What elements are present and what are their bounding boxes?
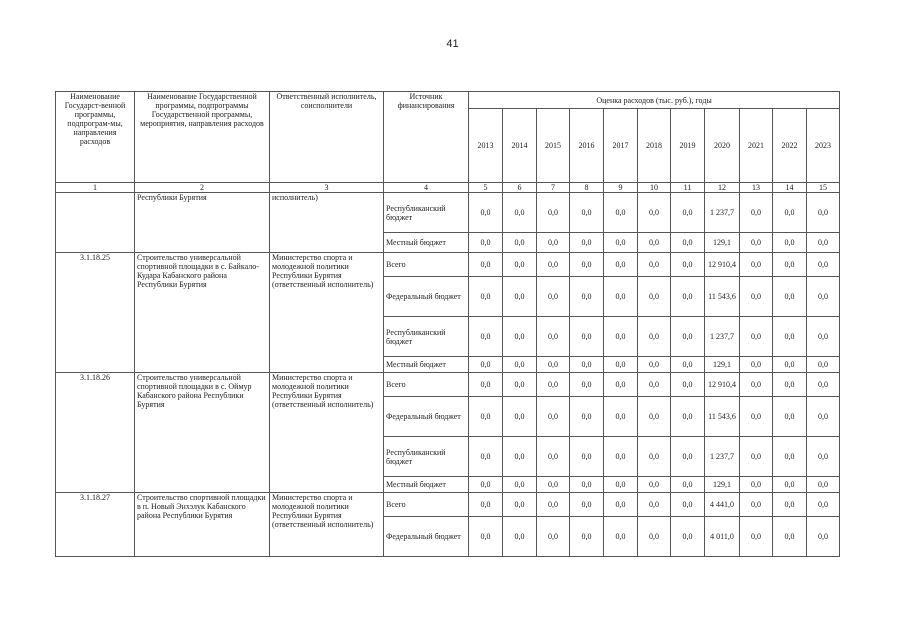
expense-value: 11 543,6 [705,277,740,317]
expense-value: 0,0 [469,477,503,493]
header-year: 2015 [537,109,570,183]
expense-value: 0,0 [638,317,671,357]
expense-value: 0,0 [740,317,773,357]
expense-value: 0,0 [537,253,570,277]
funding-source: Республиканский бюджет [384,193,469,233]
expense-value: 0,0 [671,357,705,373]
expense-value: 0,0 [773,277,807,317]
expense-value: 0,0 [503,277,537,317]
expense-value: 0,0 [773,317,807,357]
measure-name: Строительство спортивной площадки в п. Новый Энхэлук Кабанского района Республики Бурятия [135,493,270,557]
expense-value: 0,0 [773,253,807,277]
expense-value: 0,0 [773,373,807,397]
expense-value: 0,0 [807,193,840,233]
header-year: 2020 [705,109,740,183]
expense-value: 0,0 [638,517,671,557]
header-year: 2017 [604,109,638,183]
responsible-executor: Министерство спорта и молодежной политики Республики Бурятия (ответственный исполнитель) [270,373,384,493]
expense-value: 0,0 [638,193,671,233]
expense-value: 0,0 [570,193,604,233]
header-col-executor: Ответственный исполнитель, соисполнители [270,92,384,183]
expense-value: 0,0 [740,397,773,437]
column-number: 10 [638,183,671,193]
expense-value: 0,0 [537,493,570,517]
measure-name: Строительство универсальной спортивной площадки в с. Оймур Кабанского района Республики Бурятия [135,373,270,493]
expense-value: 0,0 [537,277,570,317]
expense-value: 0,0 [671,253,705,277]
expense-value: 0,0 [604,277,638,317]
measure-code: 3.1.18.27 [56,493,135,557]
expense-value: 0,0 [638,357,671,373]
expense-value: 0,0 [671,193,705,233]
expense-value: 0,0 [570,477,604,493]
expense-value: 0,0 [469,397,503,437]
expense-value: 0,0 [503,373,537,397]
expense-value: 0,0 [638,493,671,517]
expense-value: 0,0 [503,233,537,253]
expense-value: 0,0 [570,357,604,373]
table-row [56,493,840,517]
expense-value: 0,0 [740,493,773,517]
header-year: 2014 [503,109,537,183]
expense-value: 0,0 [773,397,807,437]
column-number: 3 [270,183,384,193]
funding-source: Местный бюджет [384,477,469,493]
funding-source: Федеральный бюджет [384,517,469,557]
expense-value: 0,0 [671,437,705,477]
expense-value: 4 441,0 [705,493,740,517]
funding-source: Всего [384,373,469,397]
expense-value: 0,0 [503,317,537,357]
expense-value: 0,0 [537,193,570,233]
expense-value: 0,0 [503,193,537,233]
expense-value: 12 910,4 [705,373,740,397]
expense-value: 0,0 [773,437,807,477]
header-year: 2021 [740,109,773,183]
expense-value: 0,0 [503,253,537,277]
expense-value: 0,0 [807,317,840,357]
column-number: 12 [705,183,740,193]
expense-value: 0,0 [469,277,503,317]
expense-value: 0,0 [604,517,638,557]
header-year: 2022 [773,109,807,183]
expense-value: 0,0 [740,373,773,397]
table-row [56,193,840,233]
expense-value: 0,0 [537,233,570,253]
expense-value: 0,0 [503,357,537,373]
expense-value: 0,0 [469,437,503,477]
expense-value: 0,0 [807,373,840,397]
expense-value: 0,0 [604,317,638,357]
expense-value: 0,0 [740,437,773,477]
table-row [56,373,840,397]
expense-value: 0,0 [604,397,638,437]
expense-value: 0,0 [570,397,604,437]
header-year: 2019 [671,109,705,183]
expense-value: 0,0 [570,317,604,357]
measure-code [56,193,135,253]
responsible-executor: исполнитель) [270,193,384,253]
expense-value: 0,0 [671,397,705,437]
expense-value: 0,0 [807,357,840,373]
funding-source: Местный бюджет [384,233,469,253]
expense-value: 0,0 [604,357,638,373]
expense-value: 0,0 [469,253,503,277]
expense-value: 0,0 [807,517,840,557]
expense-value: 0,0 [570,277,604,317]
expense-value: 0,0 [807,397,840,437]
expense-value: 0,0 [740,477,773,493]
expense-value: 0,0 [740,517,773,557]
measure-code: 3.1.18.26 [56,373,135,493]
expense-value: 0,0 [773,233,807,253]
funding-source: Всего [384,253,469,277]
expense-value: 12 910,4 [705,253,740,277]
header-expense-title: Оценка расходов (тыс. руб.), годы [469,92,840,109]
expense-value: 0,0 [807,437,840,477]
expense-value: 0,0 [469,373,503,397]
measure-name: Строительство универсальной спортивной площадки в с. Байкало-Кудара Кабанского района Республики Бурятия [135,253,270,373]
expense-value: 0,0 [638,437,671,477]
expense-value: 0,0 [570,373,604,397]
column-number: 1 [56,183,135,193]
expense-value: 0,0 [537,477,570,493]
expense-value: 0,0 [773,477,807,493]
expense-value: 4 011,0 [705,517,740,557]
page-number: 41 [446,38,459,50]
expense-value: 0,0 [773,193,807,233]
funding-source: Республиканский бюджет [384,317,469,357]
expense-value: 129,1 [705,477,740,493]
expense-value: 0,0 [671,277,705,317]
column-number: 5 [469,183,503,193]
expense-value: 0,0 [740,233,773,253]
expense-value: 0,0 [807,233,840,253]
funding-source: Республиканский бюджет [384,437,469,477]
funding-source: Федеральный бюджет [384,277,469,317]
expense-value: 0,0 [503,477,537,493]
expense-value: 0,0 [469,357,503,373]
header-year: 2023 [807,109,840,183]
header-col-source: Источник финансирования [384,92,469,183]
expense-value: 0,0 [671,517,705,557]
column-number: 14 [773,183,807,193]
expense-value: 0,0 [807,253,840,277]
header-col-name: Наименование Государст-венной программы, подпрограм-мы, направления расходов [56,92,135,183]
expense-value: 0,0 [537,517,570,557]
expense-value: 0,0 [638,477,671,493]
column-number: 4 [384,183,469,193]
expense-value: 0,0 [740,193,773,233]
column-number: 9 [604,183,638,193]
expense-value: 0,0 [537,397,570,437]
expense-value: 0,0 [469,317,503,357]
header-year: 2016 [570,109,604,183]
expense-value: 0,0 [604,253,638,277]
measure-name: Республики Бурятия [135,193,270,253]
funding-source: Всего [384,493,469,517]
responsible-executor: Министерство спорта и молодежной политики Республики Бурятия (ответственный исполнитель) [270,493,384,557]
measure-code: 3.1.18.25 [56,253,135,373]
expense-value: 0,0 [671,373,705,397]
expense-value: 0,0 [807,493,840,517]
expense-value: 0,0 [638,397,671,437]
column-number: 8 [570,183,604,193]
expense-value: 0,0 [503,517,537,557]
header-col-program: Наименование Государственной программы, подпрограммы Государственной программы, мероприятия, направления расходов [135,92,270,183]
expense-value: 0,0 [604,233,638,253]
expense-value: 0,0 [671,493,705,517]
expense-value: 0,0 [503,397,537,437]
expense-value: 0,0 [570,437,604,477]
expense-value: 0,0 [537,357,570,373]
expense-value: 0,0 [638,373,671,397]
expense-value: 11 543,6 [705,397,740,437]
responsible-executor: Министерство спорта и молодежной политики Республики Бурятия (ответственный исполнитель) [270,253,384,373]
expense-value: 0,0 [604,437,638,477]
expense-value: 0,0 [671,317,705,357]
expense-value: 0,0 [537,373,570,397]
expense-value: 0,0 [604,193,638,233]
expense-value: 0,0 [773,493,807,517]
column-number: 15 [807,183,840,193]
expense-value: 0,0 [570,233,604,253]
expense-value: 0,0 [503,437,537,477]
expense-value: 1 237,7 [705,317,740,357]
expense-value: 0,0 [604,493,638,517]
expense-value: 0,0 [503,493,537,517]
expense-value: 0,0 [740,357,773,373]
expense-value: 0,0 [537,317,570,357]
expense-value: 0,0 [671,233,705,253]
expense-value: 0,0 [671,477,705,493]
expense-value: 0,0 [604,373,638,397]
expense-value: 0,0 [570,493,604,517]
expense-value: 1 237,7 [705,437,740,477]
expense-value: 0,0 [469,493,503,517]
expense-value: 0,0 [570,517,604,557]
expense-value: 0,0 [740,253,773,277]
expense-value: 0,0 [469,193,503,233]
expense-value: 129,1 [705,233,740,253]
funding-source: Местный бюджет [384,357,469,373]
expense-value: 0,0 [807,477,840,493]
header-year: 2018 [638,109,671,183]
expense-value: 0,0 [469,517,503,557]
table-row [56,253,840,277]
expense-value: 0,0 [807,277,840,317]
expense-value: 0,0 [638,277,671,317]
header-year: 2013 [469,109,503,183]
expense-value: 0,0 [638,233,671,253]
expense-value: 0,0 [740,277,773,317]
expense-value: 0,0 [469,233,503,253]
expense-value: 0,0 [604,477,638,493]
expense-value: 0,0 [570,253,604,277]
expense-value: 1 237,7 [705,193,740,233]
expense-value: 0,0 [773,517,807,557]
expense-value: 0,0 [638,253,671,277]
expense-value: 0,0 [773,357,807,373]
column-number: 13 [740,183,773,193]
expense-table [55,91,840,557]
expense-value: 0,0 [537,437,570,477]
column-number: 2 [135,183,270,193]
column-number: 11 [671,183,705,193]
funding-source: Федеральный бюджет [384,397,469,437]
column-number: 6 [503,183,537,193]
expense-value: 129,1 [705,357,740,373]
column-number: 7 [537,183,570,193]
